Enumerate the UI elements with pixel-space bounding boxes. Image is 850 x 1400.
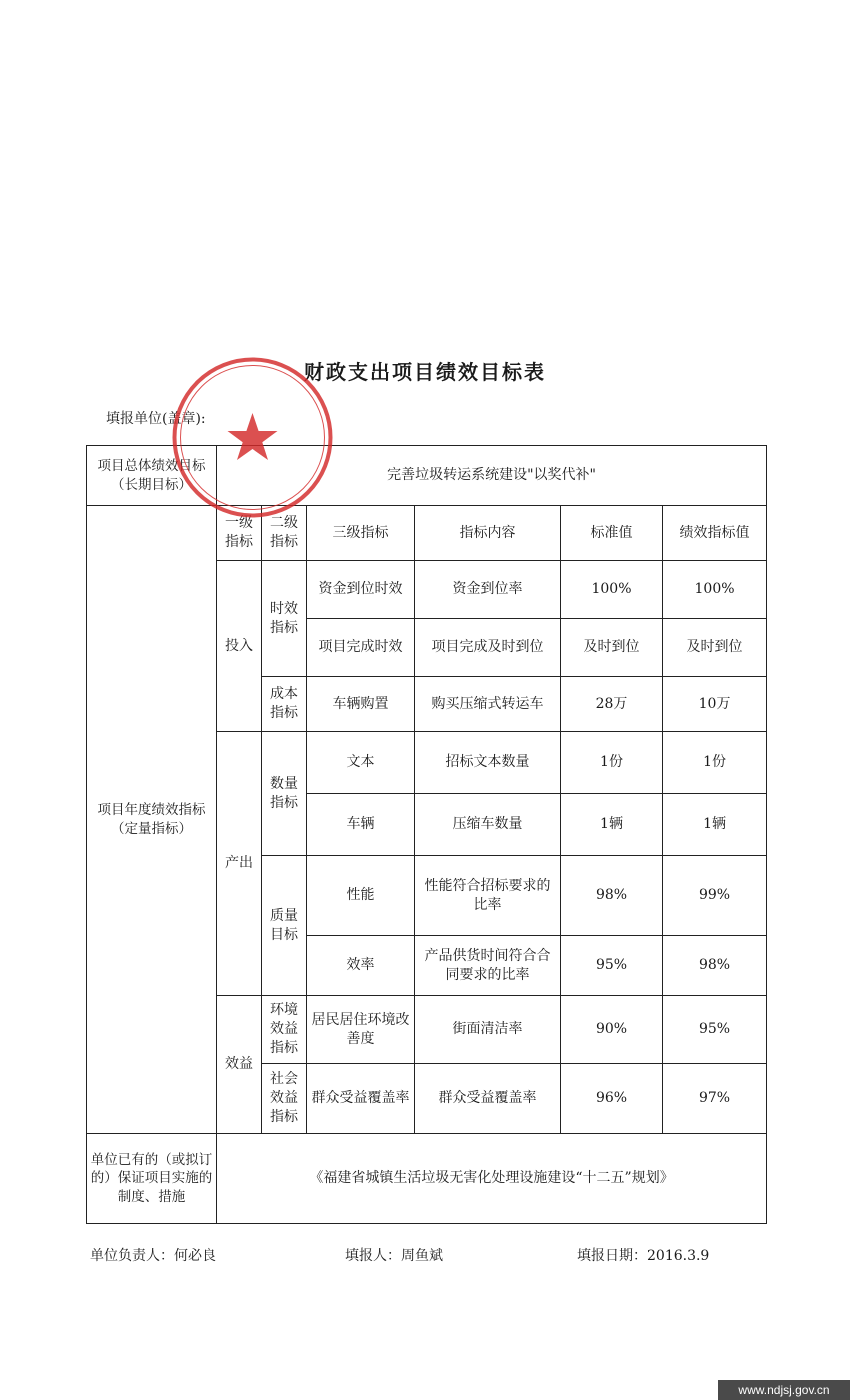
overall-goal-value: 完善垃圾转运系统建设"以奖代补" (217, 446, 767, 506)
seal-star-icon (228, 413, 278, 460)
row-level3: 居民居住环境改善度 (307, 996, 415, 1064)
responsible-person: 单位负责人：何必良 (90, 1248, 216, 1264)
row-content: 资金到位率 (415, 561, 561, 619)
measures-label: 单位已有的（或拟订的）保证项目实施的制度、措施 (87, 1134, 217, 1224)
row-level3: 文本 (307, 732, 415, 794)
row-content: 群众受益覆盖率 (415, 1064, 561, 1134)
row-value: 99% (663, 856, 767, 936)
row-content: 压缩车数量 (415, 794, 561, 856)
row-standard: 98% (561, 856, 663, 936)
row-standard: 1辆 (561, 794, 663, 856)
row-content: 招标文本数量 (415, 732, 561, 794)
official-seal (170, 355, 335, 520)
header-standard: 标准值 (561, 506, 663, 561)
annual-indicator-label: 项目年度绩效指标（定量指标） (87, 506, 217, 1134)
measures-row (87, 1134, 767, 1224)
site-watermark: www.ndjsj.gov.cn (718, 1380, 850, 1400)
row-content: 项目完成及时到位 (415, 619, 561, 677)
group-benefit: 效益 (217, 996, 262, 1134)
row-level3: 效率 (307, 936, 415, 996)
row-content: 产品供货时间符合合同要求的比率 (415, 936, 561, 996)
row-standard: 96% (561, 1064, 663, 1134)
row-value: 1辆 (663, 794, 767, 856)
row-level3: 车辆 (307, 794, 415, 856)
row-value: 98% (663, 936, 767, 996)
row-standard: 1份 (561, 732, 663, 794)
row-value: 1份 (663, 732, 767, 794)
row-content: 街面清洁率 (415, 996, 561, 1064)
group-timeliness: 时效指标 (262, 561, 307, 677)
row-level3: 群众受益覆盖率 (307, 1064, 415, 1134)
group-input: 投入 (217, 561, 262, 732)
group-output: 产出 (217, 732, 262, 996)
overall-goal-label: 项目总体绩效目标（长期目标） (87, 446, 217, 506)
filler-person: 填报人：周鱼斌 (345, 1248, 443, 1264)
header-level3: 三级指标 (307, 506, 415, 561)
fill-date: 填报日期：2016.3.9 (577, 1248, 710, 1264)
group-social-benefit: 社会效益指标 (262, 1064, 307, 1134)
group-cost: 成本指标 (262, 677, 307, 732)
header-performance: 绩效指标值 (663, 506, 767, 561)
row-value: 10万 (663, 677, 767, 732)
row-standard: 100% (561, 561, 663, 619)
row-level3: 性能 (307, 856, 415, 936)
row-level3: 资金到位时效 (307, 561, 415, 619)
header-level2: 二级指标 (262, 506, 307, 561)
row-content: 购买压缩式转运车 (415, 677, 561, 732)
form-title: 财政支出项目绩效目标表 (304, 360, 546, 384)
row-level3: 车辆购置 (307, 677, 415, 732)
measures-value: 《福建省城镇生活垃圾无害化处理设施建设“十二五”规划》 (217, 1134, 767, 1224)
header-level1: 一级指标 (217, 506, 262, 561)
row-standard: 及时到位 (561, 619, 663, 677)
row-level3: 项目完成时效 (307, 619, 415, 677)
row-standard: 95% (561, 936, 663, 996)
group-quality: 质量目标 (262, 856, 307, 996)
row-content: 性能符合招标要求的比率 (415, 856, 561, 936)
row-standard: 90% (561, 996, 663, 1064)
header-content: 指标内容 (415, 506, 561, 561)
row-value: 95% (663, 996, 767, 1064)
filing-unit-label: 填报单位(盖章): (106, 411, 206, 427)
group-quantity: 数量指标 (262, 732, 307, 856)
row-standard: 28万 (561, 677, 663, 732)
performance-target-table (86, 445, 767, 1224)
group-env-benefit: 环境效益指标 (262, 996, 307, 1064)
row-value: 100% (663, 561, 767, 619)
row-value: 及时到位 (663, 619, 767, 677)
row-value: 97% (663, 1064, 767, 1134)
